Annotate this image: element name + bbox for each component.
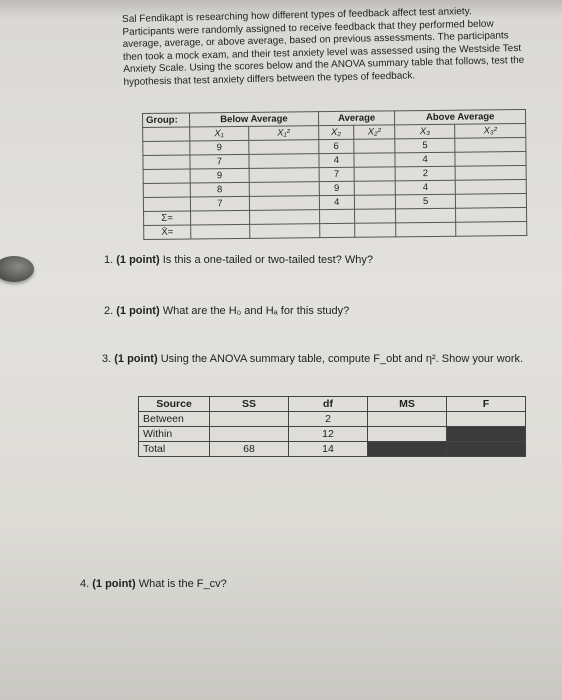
group-name-average: Average — [318, 111, 395, 126]
intro-text: Sal Fendikapt is researching how different types of feedback affect test anxiety. Participants were randomly assigned to receive feedback that they performed below average, average, or above average, based on previous assessments. The participants then took a mock exam, and their test anxiety level was assessed using the Westside Test Anxiety Scale. Using the scores below and the ANOVA summary table that follows, test the hypothesis that test anxiety differs between the types of feedback. — [122, 6, 525, 88]
question-number: 3. — [102, 353, 112, 365]
row-ms-shaded — [368, 442, 447, 457]
anova-row-within — [139, 427, 526, 442]
problem-intro — [122, 5, 528, 90]
cell-value: 5 — [395, 138, 455, 153]
cell-value: 9 — [190, 168, 249, 183]
question-points: (1 point) — [114, 353, 158, 365]
question-number: 4. — [80, 578, 90, 590]
anova-header-row — [139, 397, 526, 412]
row-f-shaded — [447, 427, 526, 442]
cell-value: 5 — [396, 194, 456, 209]
cell-value: 7 — [319, 167, 354, 181]
question-text: What is the F_cv? — [138, 578, 227, 590]
question-text: What are the H₀ and Hₐ for this study? — [162, 305, 350, 317]
cell-value: 9 — [319, 181, 354, 195]
cell-value: 7 — [190, 196, 249, 211]
question-number: 2. — [104, 305, 114, 317]
question-points: (1 point) — [92, 578, 136, 590]
anova-summary-table — [138, 396, 526, 457]
col-x3: X₃ — [395, 124, 455, 139]
row-ss — [210, 412, 289, 427]
question-1 — [104, 254, 373, 266]
row-f — [447, 412, 526, 427]
col-x2-sq: X₂² — [353, 125, 395, 139]
cell-value: 4 — [396, 180, 456, 195]
cell-value: 4 — [395, 152, 455, 167]
row-source: Between — [139, 412, 210, 427]
row-df: 12 — [289, 427, 368, 442]
group-name-above: Above Average — [395, 109, 526, 124]
row-source: Within — [139, 427, 210, 442]
header-ss: SS — [210, 397, 289, 412]
question-points: (1 point) — [116, 254, 160, 266]
row-ss — [210, 427, 289, 442]
col-x1: X₁ — [190, 126, 249, 141]
cell-value: 7 — [190, 154, 249, 169]
col-x2: X₂ — [318, 125, 353, 139]
cell-value: 2 — [395, 166, 455, 181]
col-x3-sq: X₃² — [455, 123, 526, 138]
row-ms — [368, 412, 447, 427]
row-source: Total — [139, 442, 210, 457]
cell-value: 8 — [190, 182, 249, 197]
anova-row-between — [139, 412, 526, 427]
question-points: (1 point) — [116, 305, 160, 317]
sum-label: Σ= — [144, 211, 191, 225]
question-4 — [80, 578, 227, 590]
cell-value: 4 — [319, 153, 354, 167]
binder-ring — [0, 256, 34, 282]
row-ss: 68 — [210, 442, 289, 457]
row-f-shaded — [447, 442, 526, 457]
col-x1-sq: X₁² — [248, 126, 318, 141]
question-number: 1. — [104, 254, 114, 266]
cell-value: 6 — [319, 139, 354, 153]
header-source: Source — [139, 397, 210, 412]
header-ms: MS — [368, 397, 447, 412]
cell-value: 9 — [190, 140, 249, 155]
question-text: Is this a one-tailed or two-tailed test? Why? — [162, 254, 374, 266]
question-text: Using the ANOVA summary table, compute F_obt and η². Show your work. — [160, 353, 524, 365]
mean-label: X̄= — [144, 225, 191, 239]
group-label: Group: — [143, 113, 190, 127]
group-name-below: Below Average — [190, 112, 319, 127]
row-df: 2 — [289, 412, 368, 427]
scores-table — [142, 109, 527, 240]
header-df: df — [289, 397, 368, 412]
row-df: 14 — [289, 442, 368, 457]
mean-row — [144, 221, 527, 239]
question-2 — [104, 305, 349, 317]
row-ms — [368, 427, 447, 442]
header-f: F — [447, 397, 526, 412]
anova-row-total — [139, 442, 526, 457]
question-3 — [102, 352, 554, 366]
cell-value: 4 — [319, 195, 354, 209]
